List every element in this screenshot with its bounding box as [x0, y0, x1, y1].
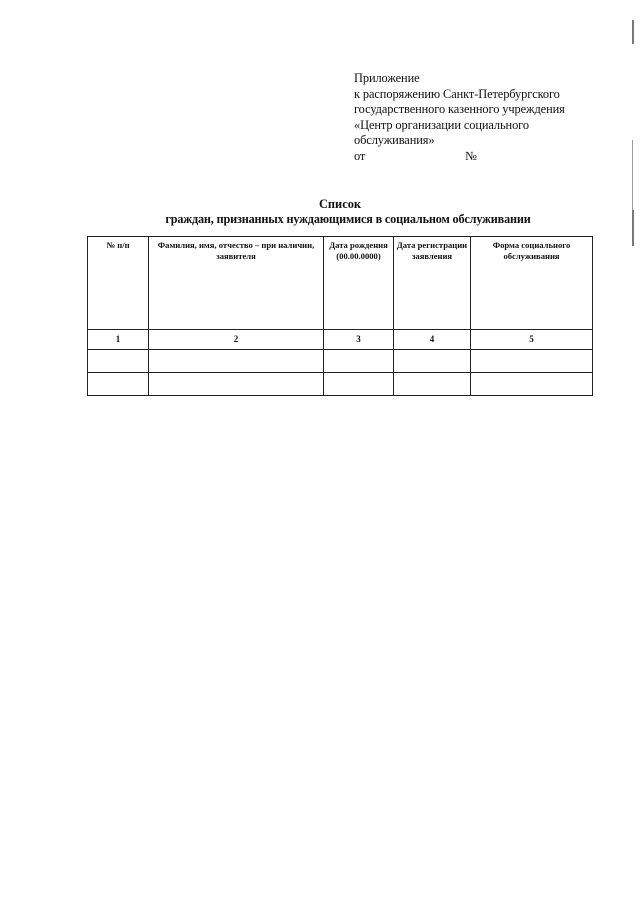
annex-line-2: к распоряжению Санкт-Петербургского [354, 86, 560, 101]
scan-edge-mark [632, 20, 634, 44]
column-number-5: 5 [471, 330, 593, 350]
citizens-table [87, 236, 593, 396]
table-row [88, 350, 593, 373]
table-cell [149, 350, 324, 373]
column-header-service-form: Форма социального обслуживания [471, 237, 593, 330]
annex-line-4: «Центр организации социального [354, 117, 529, 132]
annex-number-label: № [465, 148, 477, 163]
column-number-2: 2 [149, 330, 324, 350]
column-number-4: 4 [394, 330, 471, 350]
annex-date-label: от [354, 148, 366, 163]
annex-line-1: Приложение [354, 71, 420, 85]
column-header-number: № п/п [88, 237, 149, 330]
table-row [88, 373, 593, 396]
document-title: Список [318, 197, 362, 211]
column-header-birth-date: Дата рождения (00.00.0000) [324, 237, 394, 330]
table-cell [471, 350, 593, 373]
annex-line-5: обслуживания» [354, 133, 435, 148]
scan-edge-mark [632, 210, 634, 246]
column-number-3: 3 [324, 330, 394, 350]
document-subtitle: граждан, признанных нуждающимися в социальном обслуживании [165, 212, 531, 226]
table-header-row [88, 237, 593, 330]
table-cell [394, 350, 471, 373]
table-cell [324, 373, 394, 396]
table-number-row [88, 330, 593, 350]
annex-line-3: государственного казенного учреждения [354, 102, 565, 117]
table-cell [88, 373, 149, 396]
table-cell [471, 373, 593, 396]
column-number-1: 1 [88, 330, 149, 350]
table-cell [88, 350, 149, 373]
annex-header [354, 71, 565, 165]
column-header-registration-date: Дата регистрации заявления [394, 237, 471, 330]
table-cell [149, 373, 324, 396]
table-cell [324, 350, 394, 373]
annex-date-number-line [354, 149, 565, 165]
table-cell [394, 373, 471, 396]
column-header-full-name: Фамилия, имя, отчество – при наличии, заявителя [149, 237, 324, 330]
